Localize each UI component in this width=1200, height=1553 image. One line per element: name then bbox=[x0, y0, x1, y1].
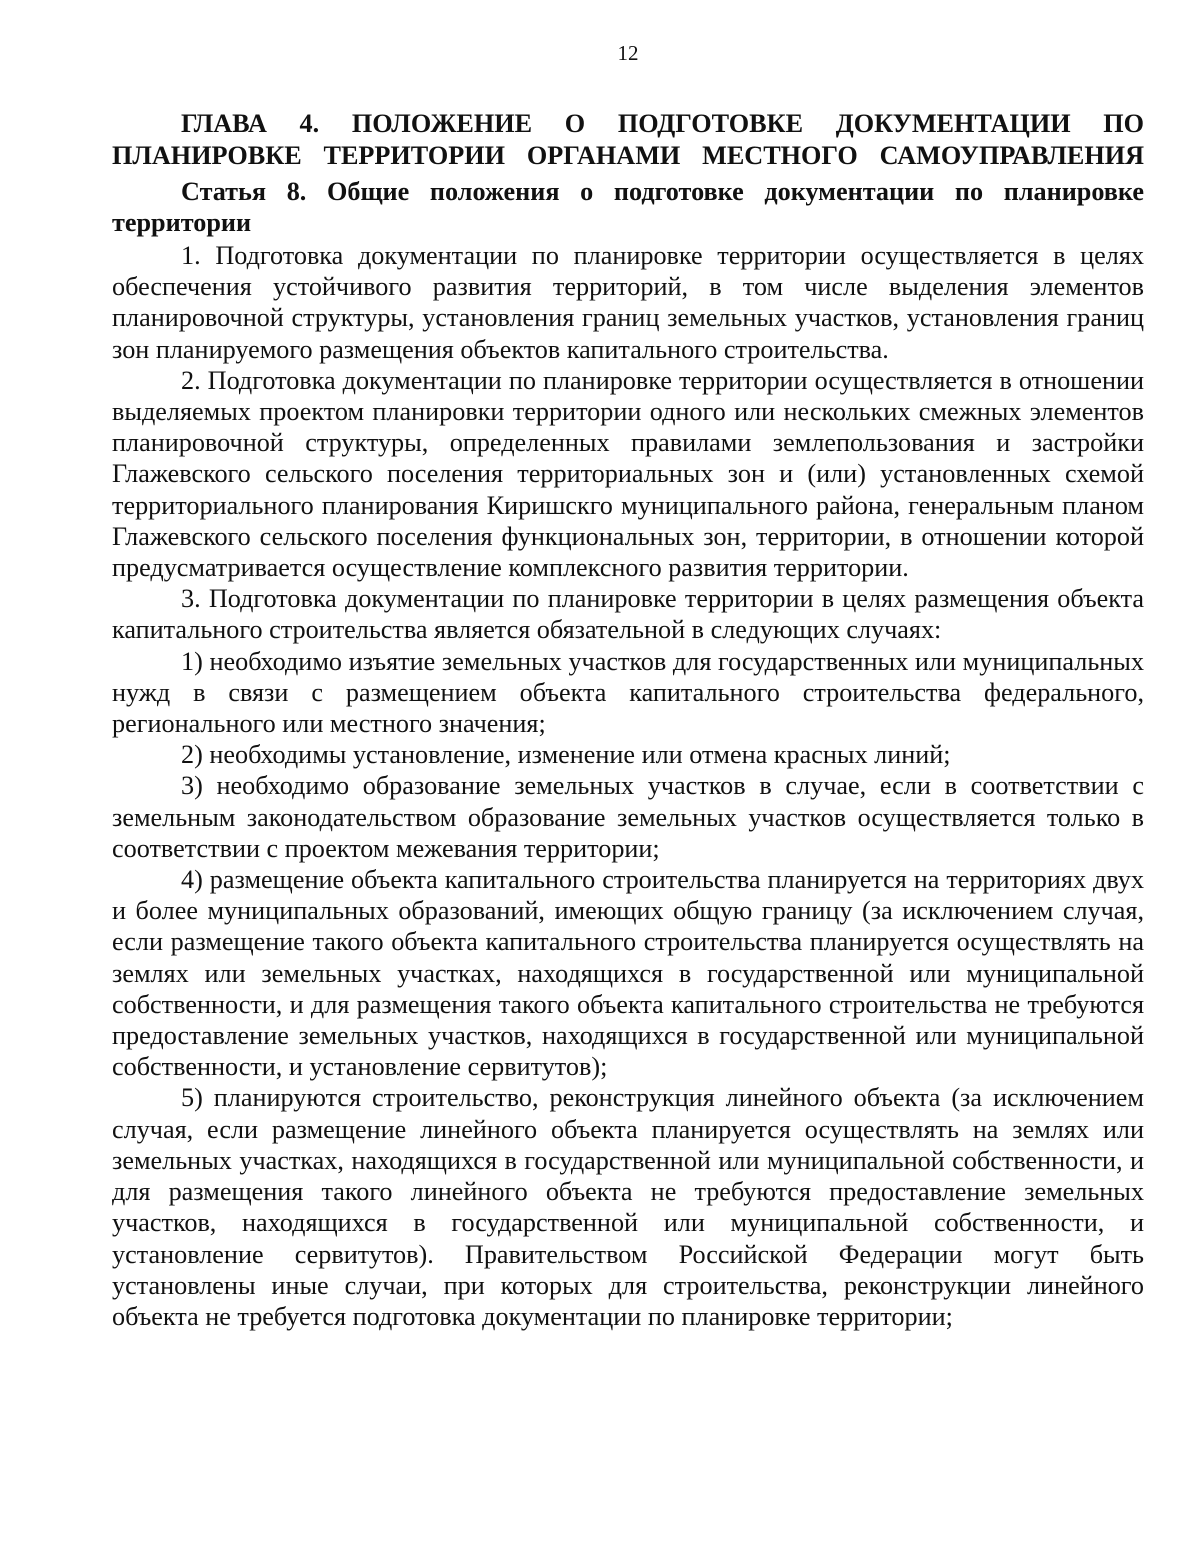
article-title: Статья 8. Общие положения о подготовке документации по планировке территории bbox=[112, 177, 1144, 237]
list-item-5: 5) планируются строительство, реконструкция линейного объекта (за исключением случая, если размещение линейного объекта планируется осуществлять на землях или земельных участках, находящихся в государственной или муниципальной собственности, и для размещения такого линейного объекта не требуются предоставление земельных участков, находящихся в государственной или муниципальной собственности, и установление сервитутов). Правительством Российской Федерации могут быть установлены иные случаи, при которых для строительства, реконструкции линейного объекта не требуется подготовка документации по планировке территории; bbox=[112, 1083, 1144, 1331]
list-item-4: 4) размещение объекта капитального строительства планируется на территориях двух и более муниципальных образований, имеющих общую границу (за исключением случая, если размещение такого объекта капитального строительства планируется осуществлять на землях или земельных участках, находящихся в государственной или муниципальной собственности, и для размещения такого объекта капитального строительства не требуются предоставление земельных участков, находящихся в государственной или муниципальной собственности, и установление сервитутов); bbox=[112, 865, 1144, 1082]
chapter-title-line-2: ПЛАНИРОВКЕ ТЕРРИТОРИИ ОРГАНАМИ МЕСТНОГО САМОУПРАВЛЕНИЯ bbox=[112, 141, 1144, 170]
list-item-2: 2) необходимы установление, изменение или отмена красных линий; bbox=[181, 740, 951, 770]
chapter-title-line-1: ГЛАВА 4. ПОЛОЖЕНИЕ О ПОДГОТОВКЕ ДОКУМЕНТАЦИИ ПО bbox=[181, 109, 1144, 138]
paragraph-1: 1. Подготовка документации по планировке территории осуществляется в целях обеспечения устойчивого развития территорий, в том числе выделения элементов планировочной структуры, установления границ земельных участков, установления границ зон планируемого размещения объектов капитального строительства. bbox=[112, 241, 1144, 364]
chapter-title bbox=[112, 108, 1144, 172]
page-number: 12 bbox=[617, 41, 639, 65]
paragraph-2: 2. Подготовка документации по планировке территории осуществляется в отношении выделяемых проектом планировки территории одного или нескольких смежных элементов планировочной структуры, определенных правилами землепользования и застройки Глажевского сельского поселения территориальных зон и (или) установленных схемой территориального планирования Киришскго муниципального района, генеральным планом Глажевского сельского поселения функциональных зон, территории, в отношении которой предусматривается осуществление комплексного развития территории. bbox=[112, 365, 1144, 583]
paragraph-3: 3. Подготовка документации по планировке территории в целях размещения объекта капитального строительства является обязательной в следующих случаях: bbox=[112, 584, 1144, 645]
list-item-1: 1) необходимо изъятие земельных участков для государственных или муниципальных нужд в связи с размещением объекта капитального строительства федерального, регионального или местного значения; bbox=[112, 646, 1144, 739]
document-body bbox=[112, 108, 1144, 1332]
list-item-3: 3) необходимо образование земельных участков в случае, если в соответствии с земельным законодательством образование земельных участков осуществляется только в соответствии с проектом межевания территории; bbox=[112, 771, 1144, 863]
